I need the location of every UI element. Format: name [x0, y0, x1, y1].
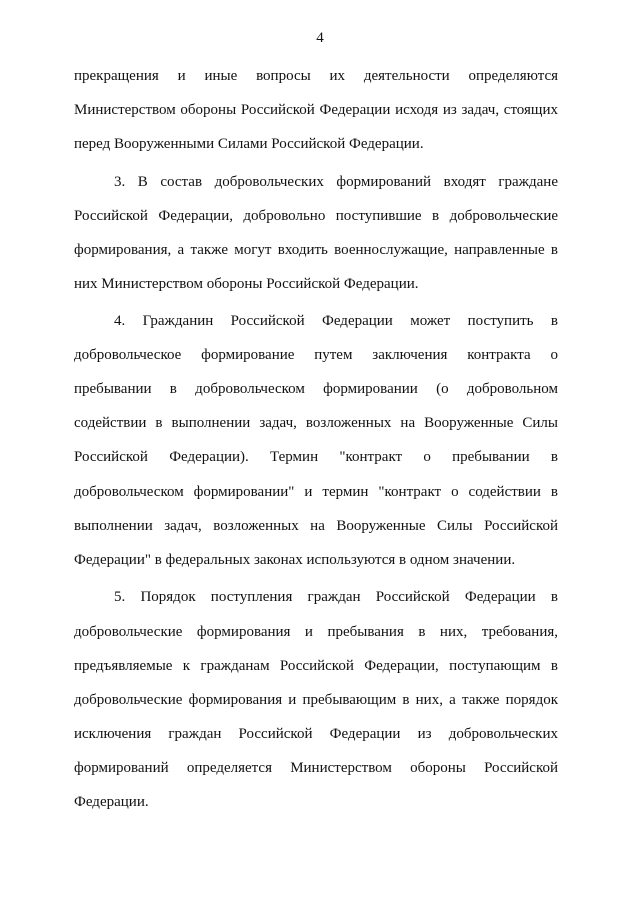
- paragraph-5-line-2: добровольческие формирования и пребывания в них, требования,: [74, 624, 558, 640]
- paragraph-4-line-4: содействии в выполнении задач, возложенных на Вооруженные Силы: [74, 415, 558, 431]
- paragraph-1-line-3: перед Вооруженными Силами Российской Федерации.: [74, 136, 424, 152]
- paragraph-3-line-3: формирования, а также могут входить военнослужащие, направленные в: [74, 242, 558, 258]
- paragraph-5-line-6: формирований определяется Министерством обороны Российской: [74, 760, 558, 776]
- paragraph-4-line-5: Российской Федерации). Термин "контракт о пребывании в: [74, 449, 558, 465]
- paragraph-3-line-2: Российской Федерации, добровольно поступившие в добровольческие: [74, 208, 558, 224]
- paragraph-4-line-1: 4. Гражданин Российской Федерации может поступить в: [114, 313, 558, 329]
- paragraph-4-line-6: добровольческом формировании" и термин "контракт о содействии в: [74, 484, 558, 500]
- paragraph-4-line-3: пребывании в добровольческом формировании (о добровольном: [74, 381, 558, 397]
- paragraph-5-line-3: предъявляемые к гражданам Российской Федерации, поступающим в: [74, 658, 558, 674]
- paragraph-1-line-2: Министерством обороны Российской Федерации исходя из задач, стоящих: [74, 102, 558, 118]
- paragraph-5-line-5: исключения граждан Российской Федерации из добровольческих: [74, 726, 558, 742]
- paragraph-3-line-4: них Министерством обороны Российской Федерации.: [74, 276, 419, 292]
- paragraph-3-line-1: 3. В состав добровольческих формирований входят граждане: [114, 174, 558, 190]
- paragraph-4-line-2: добровольческое формирование путем заключения контракта о: [74, 347, 558, 363]
- paragraph-4-line-7: выполнении задач, возложенных на Вооруженные Силы Российской: [74, 518, 558, 534]
- page-number: 4: [316, 30, 324, 46]
- paragraph-4-line-8: Федерации" в федеральных законах используются в одном значении.: [74, 552, 516, 568]
- paragraph-5-line-7: Федерации.: [74, 794, 149, 810]
- paragraph-5-line-1: 5. Порядок поступления граждан Российской Федерации в: [114, 589, 558, 605]
- paragraph-1-line-1: прекращения и иные вопросы их деятельности определяются: [74, 68, 558, 84]
- paragraph-5-line-4: добровольческие формирования и пребывающим в них, а также порядок: [74, 692, 558, 708]
